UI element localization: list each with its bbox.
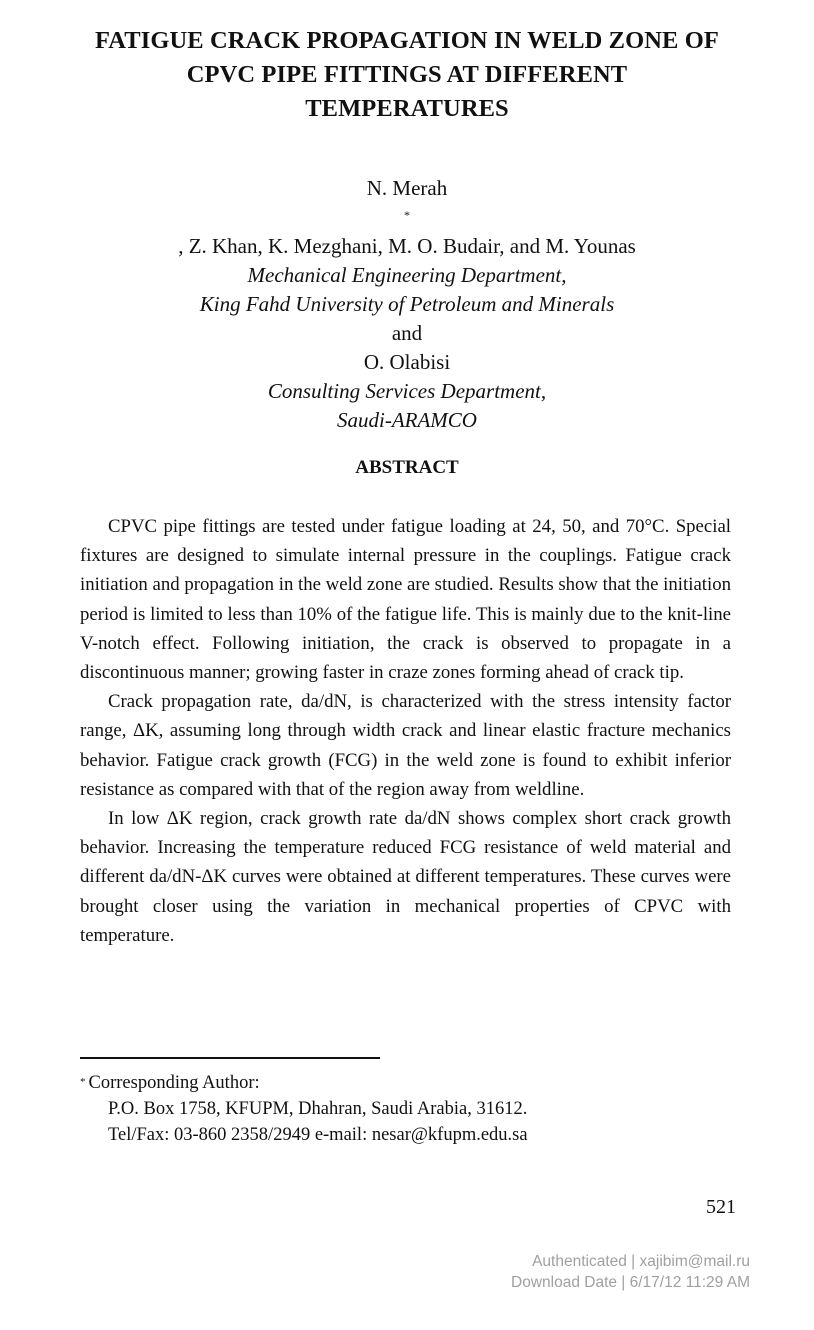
footnote-marker: * bbox=[80, 1076, 86, 1088]
title-line: FATIGUE CRACK PROPAGATION IN WELD ZONE OF bbox=[95, 27, 719, 54]
author-conjunction: and bbox=[391, 321, 423, 345]
title-line: CPVC PIPE FITTINGS AT DIFFERENT bbox=[186, 61, 628, 88]
secondary-author: O. Olabisi bbox=[363, 350, 451, 374]
watermark-download-date: Download Date | 6/17/12 11:29 AM bbox=[511, 1274, 750, 1291]
paper-title bbox=[60, 24, 754, 126]
footnote-label: Corresponding Author: bbox=[88, 1073, 260, 1093]
author-block bbox=[40, 174, 774, 435]
affiliation-company: Saudi-ARAMCO bbox=[337, 408, 477, 432]
watermark-authenticated: Authenticated | xajibim@mail.ru bbox=[532, 1253, 750, 1270]
affiliation-university: King Fahd University of Petroleum and Minerals bbox=[199, 292, 615, 316]
abstract-paragraph: Crack propagation rate, da/dN, is characterized with the stress intensity factor range, ΔK, assuming long through width crack and linear elastic fracture mechanics behavior. Fatigue crack growth (FCG) in the weld zone is found to exhibit inferior resistance as compared with that of the region away from weldline. bbox=[80, 691, 731, 800]
affiliation-department: Mechanical Engineering Department, bbox=[247, 263, 567, 287]
footnote-address: P.O. Box 1758, KFUPM, Dhahran, Saudi Arabia, 31612. bbox=[108, 1099, 528, 1119]
footnote bbox=[80, 1070, 740, 1148]
abstract-heading: ABSTRACT bbox=[355, 457, 459, 478]
abstract-paragraph: CPVC pipe fittings are tested under fatigue loading at 24, 50, and 70°C. Special fixtures are designed to simulate internal pressure in the couplings. Fatigue crack initiation and propagation in the weld zone are studied. Results show that the initiation period is limited to less than 10% of the fatigue life. This is mainly due to the knit-line V-notch effect. Following initiation, the crack is observed to propagate in a discontinuous manner; growing faster in craze zones forming ahead of crack tip. bbox=[80, 516, 731, 684]
page-number: 521 bbox=[706, 1196, 736, 1218]
footnote-first-line bbox=[80, 1073, 260, 1093]
author-list bbox=[40, 174, 774, 261]
corresponding-author-name: N. Merah bbox=[366, 176, 448, 200]
coauthor-names: , Z. Khan, K. Mezghani, M. O. Budair, and M. Younas bbox=[178, 234, 636, 258]
abstract-body bbox=[80, 512, 731, 950]
title-line: TEMPERATURES bbox=[305, 95, 509, 122]
download-watermark bbox=[440, 1251, 750, 1293]
abstract-paragraph: In low ΔK region, crack growth rate da/dN shows complex short crack growth behavior. Increasing the temperature reduced FCG resistance of weld material and different da/dN-ΔK curves were obtained at different temperatures. These curves were brought closer using the variation in mechanical properties of CPVC with temperature. bbox=[80, 808, 731, 946]
footnote-divider bbox=[80, 1057, 380, 1059]
affiliation-services: Consulting Services Department, bbox=[267, 379, 547, 403]
footnote-contact: Tel/Fax: 03-860 2358/2949 e-mail: nesar@kfupm.edu.sa bbox=[108, 1125, 528, 1145]
corresponding-author-marker: * bbox=[404, 208, 410, 222]
